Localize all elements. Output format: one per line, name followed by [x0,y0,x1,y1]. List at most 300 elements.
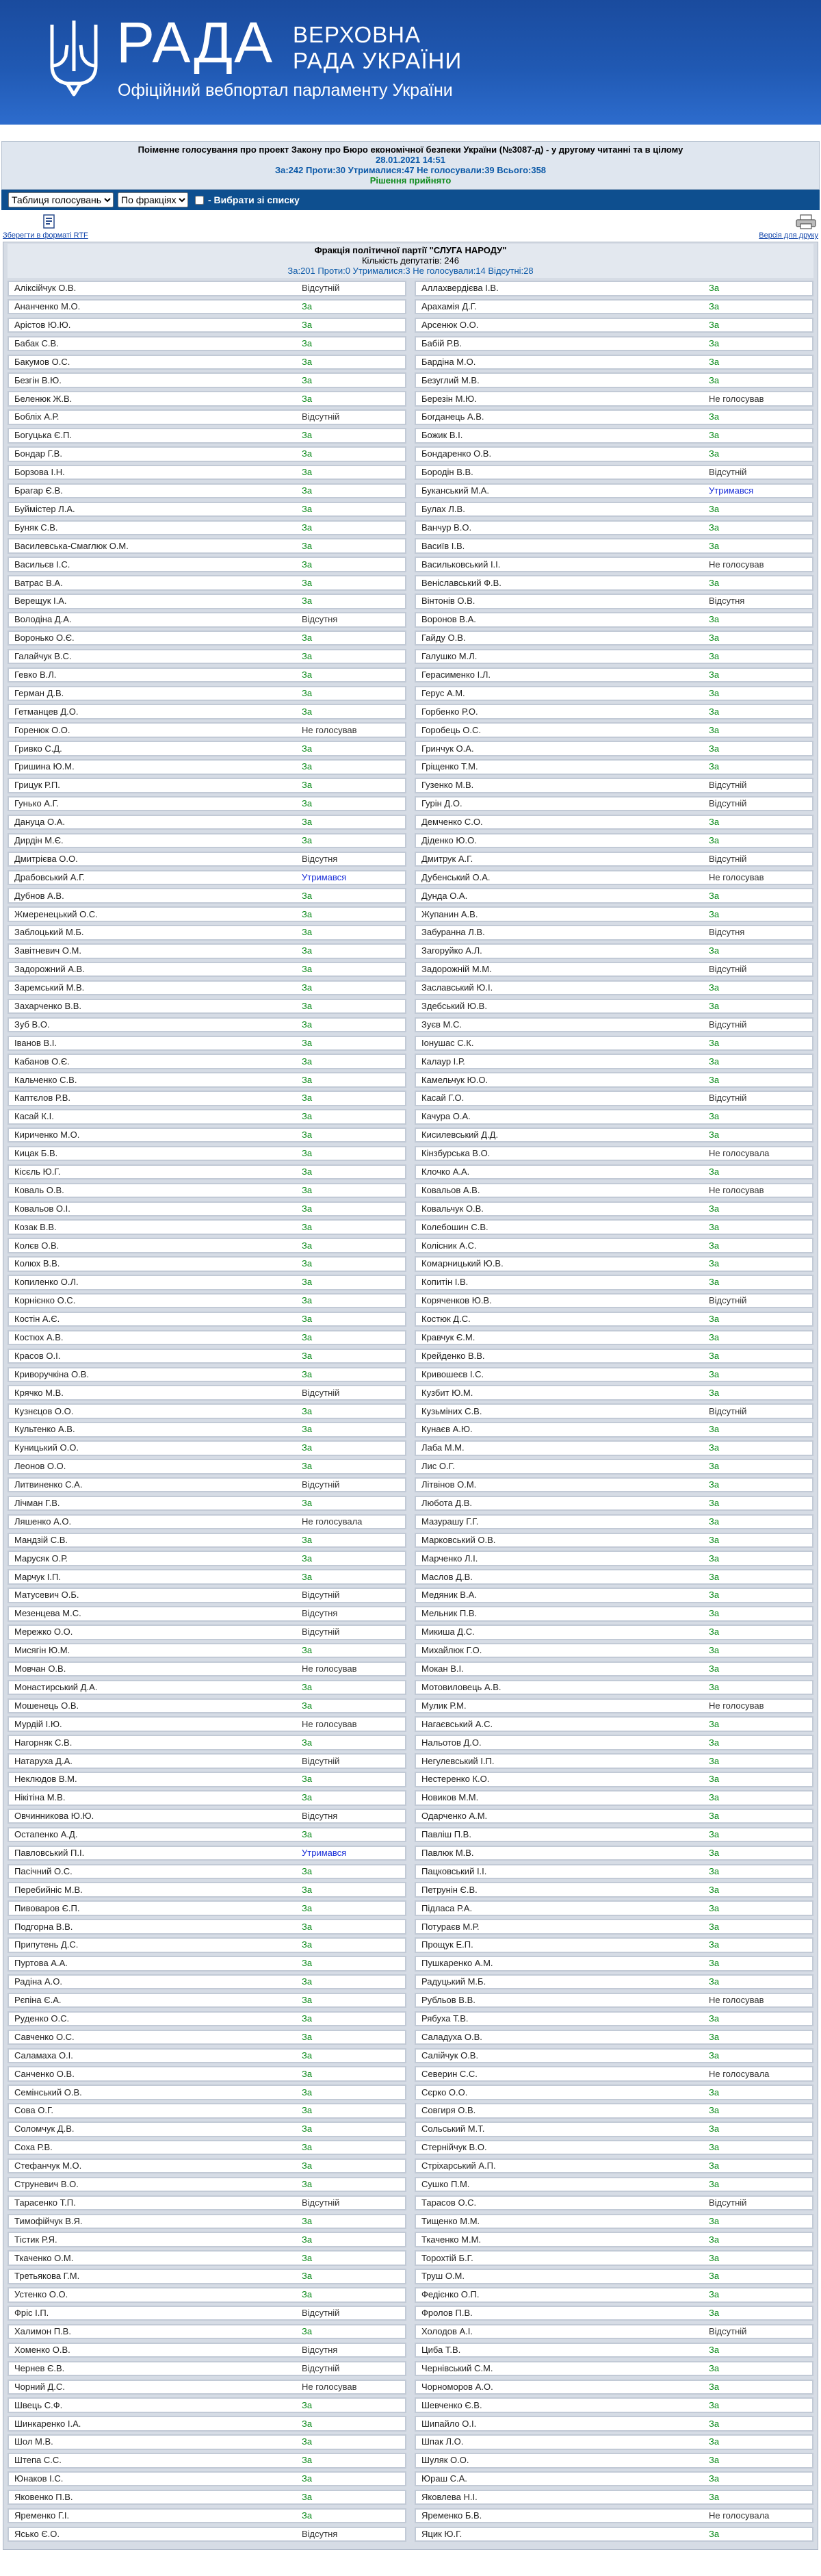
deputy-vote: За [302,1424,313,1435]
deputy-vote: За [302,761,313,772]
trident-logo-icon[interactable] [47,18,101,99]
deputy-name: Чернев Є.В. [14,2363,65,2373]
deputy-vote: За [302,540,313,551]
deputy-vote: За [302,2013,313,2024]
deputy-vote: За [709,1332,720,1343]
deputy-row [8,796,406,812]
choose-from-list-checkbox[interactable] [195,196,204,205]
deputy-vote: За [709,1737,720,1748]
deputy-row [415,2066,813,2082]
deputy-name: Саламаха О.І. [14,2050,73,2061]
faction-summary: За:201 Проти:0 Утрималися:3 Не голосували:14 Відсутні:28 [287,266,534,276]
deputy-row [8,538,406,554]
deputy-name: Холодов А.І. [421,2327,473,2337]
deputy-vote: За [709,743,720,754]
deputy-name: Козак В.В. [14,1222,57,1232]
deputy-vote: За [302,1148,313,1159]
deputy-row [8,2508,406,2524]
deputy-vote: За [302,1792,313,1803]
deputy-vote: За [709,448,720,459]
deputy-vote: За [709,890,720,901]
deputy-row [8,1017,406,1033]
deputy-name: Жупанин А.В. [421,909,478,919]
deputy-vote: Відсутня [302,614,338,625]
deputy-name: Подгорна В.В. [14,1922,73,1932]
deputy-row [8,2177,406,2193]
deputy-vote: Не голосував [709,393,764,404]
deputy-vote: За [302,1111,313,1122]
deputy-vote: За [302,448,313,459]
deputy-name: Ткаченко М.М. [421,2234,482,2245]
deputy-vote: За [709,1792,720,1803]
print-version-label: Версія для друку [759,231,818,240]
deputy-row [8,2434,406,2450]
deputy-vote: За [709,1627,720,1637]
deputy-name: Герасименко І.Л. [421,669,491,680]
deputy-row [8,1882,406,1898]
deputy-row [415,355,813,370]
deputy-name: Ватрас В.А. [14,578,63,588]
deputy-row [415,1661,813,1677]
deputy-vote: Відсутня [709,596,745,607]
deputy-row [8,1974,406,1990]
deputy-vote: Не голосував [302,2381,357,2392]
deputy-vote: За [302,1240,313,1251]
deputy-name: Клочко А.А. [421,1167,470,1177]
deputy-name: Загоруйко А.Л. [421,946,482,956]
deputy-name: Гевко В.Л. [14,669,57,680]
deputy-vote: За [302,1405,313,1416]
deputy-vote: За [302,1571,313,1582]
deputy-name: Кривошеєв І.С. [421,1369,484,1379]
deputy-row [415,1900,813,1916]
deputy-row [415,2416,813,2432]
deputy-row [8,2121,406,2137]
deputy-name: Гришина Ю.М. [14,762,75,772]
deputy-name: Костюк Д.С. [421,1314,471,1325]
deputy-row [8,483,406,499]
deputy-vote: Відсутня [302,1608,338,1619]
deputy-name: Павловський П.І. [14,1848,85,1858]
deputy-name: Ванчур В.О. [421,522,472,533]
deputy-name: Воронько О.Є. [14,633,75,643]
deputy-row [415,2453,813,2469]
deputy-row [8,1330,406,1346]
deputy-row [415,686,813,702]
deputy-row [8,2269,406,2284]
deputy-row [415,980,813,996]
deputy-vote: За [709,337,720,348]
deputy-row [8,980,406,996]
deputy-row [415,2121,813,2137]
deputy-name: Кабанов О.Є. [14,1056,70,1067]
deputy-row [8,1551,406,1566]
deputy-row [415,281,813,296]
deputy-vote: За [709,2345,720,2355]
deputy-row [8,1036,406,1051]
deputy-vote: За [302,2326,313,2337]
deputy-name: Мельник П.В. [421,1609,478,1619]
deputy-name: Кінзбурська В.О. [421,1149,491,1159]
deputy-row [415,2471,813,2487]
deputy-vote: За [709,1314,720,1325]
actions-bar [0,210,821,238]
vote-result: Рішення прийнято [369,175,452,186]
deputy-row [8,1698,406,1714]
deputy-row [415,446,813,462]
deputy-row [415,1772,813,1787]
deputy-vote: За [302,1774,313,1785]
deputy-row [8,1643,406,1659]
deputy-row [415,1293,813,1309]
deputy-name: Забуранна Л.В. [421,928,485,938]
deputy-row [8,1716,406,1732]
deputy-row [8,722,406,738]
deputy-vote: За [709,2124,720,2134]
deputy-name: Мандзій С.В. [14,1535,68,1545]
deputy-row [8,1146,406,1162]
deputy-row [8,2195,406,2211]
deputy-vote: За [709,1516,720,1527]
deputy-name: Торохтій Б.Г. [421,2253,473,2263]
deputy-vote: За [709,1424,720,1435]
printer-icon [794,214,818,229]
deputy-row [415,1716,813,1732]
deputy-name: Васильєв І.С. [14,559,70,570]
deputy-name: Гайду О.В. [421,633,466,643]
deputy-name: Горенюк О.О. [14,725,70,735]
deputy-vote: За [302,945,313,956]
deputy-row [415,1698,813,1714]
deputy-name: Гринчук О.А. [421,743,474,754]
deputy-vote: За [302,908,313,919]
deputy-row [415,1477,813,1493]
deputy-row [415,2287,813,2303]
deputy-row [8,943,406,959]
deputy-vote: За [709,2455,720,2466]
deputy-vote: За [709,908,720,919]
deputy-row [415,2380,813,2395]
deputy-row [8,1533,406,1548]
deputy-row [415,2232,813,2247]
deputy-vote: За [302,503,313,514]
deputy-vote: За [709,1277,720,1288]
deputy-name: Здебський Ю.В. [421,1001,487,1011]
deputy-row [415,833,813,849]
deputy-row [415,1256,813,1272]
deputy-name: Колєв О.В. [14,1240,60,1251]
deputy-name: Арахамія Д.Г. [421,302,477,312]
deputy-name: Буканський М.А. [421,486,489,496]
deputy-row [8,906,406,922]
deputy-name: Арістов Ю.Ю. [14,320,71,331]
deputy-vote: За [709,1553,720,1564]
deputy-vote: За [709,320,720,331]
deputy-row [415,1403,813,1419]
deputy-row [415,1882,813,1898]
deputy-row [8,2490,406,2505]
deputy-row [8,1219,406,1235]
deputy-name: Грицук Р.П. [14,780,60,791]
deputy-vote: За [709,633,720,643]
deputy-row [8,1827,406,1843]
grouping-select[interactable] [118,192,188,207]
deputy-vote: За [709,577,720,588]
deputy-row [8,1256,406,1272]
deputy-row [8,888,406,904]
deputy-name: Припутень Д.С. [14,1940,79,1950]
deputy-name: Труш О.М. [421,2271,465,2282]
deputy-name: Підласа Р.А. [421,1903,473,1913]
deputy-vote: Не голосував [302,1663,357,1674]
deputy-vote: За [302,2271,313,2282]
deputy-row [415,372,813,388]
deputy-name: Марковський О.В. [421,1535,496,1545]
deputy-vote: За [709,2215,720,2226]
deputy-name: Ковальов А.В. [421,1185,480,1195]
deputy-row [415,1937,813,1953]
deputy-name: Іванов В.І. [14,1038,57,1048]
deputy-row [8,446,406,462]
deputy-row [415,778,813,793]
deputy-vote: Утримався [302,1847,347,1858]
deputy-name: Нальотов Д.О. [421,1737,482,1748]
deputy-vote: За [302,1332,313,1343]
deputy-name: Буняк С.В. [14,522,58,533]
deputy-vote: За [302,1829,313,1840]
deputy-name: Василевська-Смаглюк О.М. [14,541,129,551]
deputy-name: Тимофійчук В.Я. [14,2216,83,2226]
deputy-row [8,1349,406,1364]
deputy-vote: За [709,301,720,312]
deputy-row [415,999,813,1015]
deputy-row [8,925,406,941]
deputy-vote: За [302,1037,313,1048]
deputy-name: Галайчук В.С. [14,652,72,662]
deputy-row [415,1827,813,1843]
deputy-name: Ананченко М.О. [14,302,81,312]
deputy-name: Хоменко О.В. [14,2345,70,2355]
deputy-row [415,1606,813,1622]
deputy-vote: За [709,817,720,828]
deputy-row [8,2048,406,2064]
view-toolbar [1,190,820,210]
deputy-row [415,815,813,830]
deputy-name: Сєрко О.О. [421,2087,468,2097]
deputy-vote: За [709,1921,720,1932]
deputy-row [8,2158,406,2174]
deputy-vote: Не голосував [709,1995,764,2006]
deputy-name: Чорний Д.С. [14,2382,65,2392]
deputy-row [415,483,813,499]
deputy-name: Руденко О.С. [14,2013,70,2024]
deputy-row [8,2471,406,2487]
deputy-row [415,1533,813,1548]
deputy-vote: За [302,927,313,938]
deputy-row [8,759,406,775]
deputy-row [415,520,813,536]
deputy-row [8,2361,406,2377]
deputy-name: Гривко С.Д. [14,743,62,754]
deputy-name: Саладуха О.В. [421,2032,482,2042]
deputy-row [8,2232,406,2247]
deputy-row [415,575,813,591]
deputy-name: Дубенський О.А. [421,872,491,882]
deputy-name: Колісник А.С. [421,1240,477,1251]
deputy-vote: За [302,1093,313,1104]
deputy-name: Гріщенко Т.М. [421,762,478,772]
deputy-name: Дмитрук А.Г. [421,854,473,864]
deputy-vote: За [709,1130,720,1140]
deputy-vote: За [302,393,313,404]
deputy-vote: За [302,1645,313,1656]
deputy-vote: За [709,1939,720,1950]
deputy-name: Яковенко П.В. [14,2492,73,2503]
deputy-name: Калаур І.Р. [421,1056,465,1067]
deputy-row [415,1587,813,1603]
deputy-vote: Не голосувала [709,1148,770,1159]
deputy-name: Васиїв І.В. [421,541,465,551]
deputy-name: Гунько А.Г. [14,799,59,809]
save-rtf-link[interactable] [3,214,88,240]
deputy-name: Радіна А.О. [14,1977,62,1987]
deputy-row [415,1974,813,1990]
deputy-name: Костін А.Є. [14,1314,60,1325]
deputy-row [8,2343,406,2358]
deputy-vote: За [302,467,313,478]
deputy-name: Богуцька Є.П. [14,431,72,441]
deputy-vote: За [709,2087,720,2097]
deputy-name: Пивоваров Є.П. [14,1903,80,1913]
deputy-row [415,2158,813,2174]
deputy-row [8,1109,406,1125]
deputy-vote: За [709,2381,720,2392]
deputy-row [8,1569,406,1585]
deputy-name: Беленюк Ж.В. [14,394,73,404]
deputy-row [415,704,813,719]
deputy-name: Михайлюк Г.О. [421,1646,482,1656]
deputy-row [8,1919,406,1935]
deputy-name: Овчинникова Ю.Ю. [14,1811,94,1822]
deputy-name: Бородін В.В. [421,468,473,478]
deputy-vote: Відсутня [302,2528,338,2539]
deputy-name: Богданець А.В. [421,412,484,422]
deputy-row [8,630,406,646]
deputy-vote: За [302,1976,313,1987]
deputy-name: Циба Т.В. [421,2345,461,2355]
deputies-grid [8,281,813,2545]
deputy-vote: За [709,1000,720,1011]
deputy-row [8,1864,406,1880]
deputy-vote: За [709,614,720,625]
deputy-row [8,2416,406,2432]
deputy-vote: За [709,1755,720,1766]
deputy-name: Дмитрієва О.О. [14,854,78,864]
deputy-vote: Відсутній [302,2197,340,2208]
deputy-vote: За [709,1479,720,1490]
deputy-name: Швець С.Ф. [14,2400,63,2410]
deputy-row [415,1219,813,1235]
deputy-row [8,2380,406,2395]
deputy-vote: Відсутній [302,1479,340,1490]
deputy-row [415,1496,813,1512]
deputy-vote: За [302,817,313,828]
deputy-name: Буймістер Л.А. [14,504,75,514]
deputy-vote: Відсутній [709,1295,747,1306]
deputy-name: Любота Д.В. [421,1499,473,1509]
deputy-row [415,1643,813,1659]
deputy-vote: За [302,1277,313,1288]
deputy-name: Культенко А.В. [14,1425,75,1435]
deputy-name: Булах Л.В. [421,504,465,514]
deputy-vote: За [302,798,313,809]
deputy-vote: За [709,1240,720,1251]
deputy-vote: Відсутній [302,2308,340,2319]
deputy-name: Кисилевський Д.Д. [421,1130,499,1140]
deputy-name: Пуртова А.А. [14,1959,68,1969]
deputy-vote: За [302,633,313,643]
deputy-vote: За [709,2031,720,2042]
deputy-row [415,1440,813,1456]
deputy-row [8,391,406,407]
deputy-name: Юнаков І.С. [14,2474,64,2484]
deputy-row [415,1385,813,1401]
deputy-row [8,2250,406,2266]
deputy-vote: За [302,1056,313,1067]
deputy-row [8,1606,406,1622]
deputy-row [415,1109,813,1125]
deputy-vote: За [709,2492,720,2503]
deputy-name: Веніславський Ф.В. [421,578,501,588]
deputy-row [8,502,406,518]
deputy-vote: За [302,1166,313,1177]
deputy-vote: За [302,1865,313,1876]
deputy-vote: За [709,1534,720,1545]
print-version-link[interactable] [759,214,818,240]
deputy-row [415,1127,813,1143]
deputy-row [415,299,813,315]
deputy-name: Юраш С.А. [421,2474,467,2484]
deputy-name: Фролов П.В. [421,2308,473,2319]
deputy-vote: За [302,1221,313,1232]
deputy-vote: За [302,1902,313,1913]
deputy-vote: За [709,1976,720,1987]
deputy-name: Северин С.С. [421,2069,478,2079]
deputy-vote: За [302,374,313,385]
deputy-vote: За [709,1350,720,1361]
deputy-name: Бабак С.В. [14,338,59,348]
deputy-vote: За [302,706,313,717]
deputy-vote: За [709,2160,720,2171]
deputy-name: Соломчук Д.В. [14,2124,75,2134]
view-mode-select[interactable] [8,192,114,207]
faction-name: Фракція політичної партії "СЛУГА НАРОДУ" [314,245,507,255]
deputy-name: Корнієнко О.С. [14,1296,76,1306]
deputy-vote: За [709,1663,720,1674]
choose-from-list[interactable] [192,194,300,207]
deputy-vote: Відсутня [302,1811,338,1822]
deputy-name: Воронов В.А. [421,615,476,625]
deputy-vote: За [709,1829,720,1840]
deputy-row [8,465,406,481]
logo-text[interactable]: РАДА [116,10,274,75]
deputy-name: Драбовський А.Г. [14,872,86,882]
deputy-name: Кузьміних С.В. [421,1406,482,1416]
deputy-name: Володіна Д.А. [14,615,72,625]
deputy-vote: За [709,1865,720,1876]
deputy-vote: За [709,1166,720,1177]
deputy-name: Бакумов О.С. [14,357,70,367]
